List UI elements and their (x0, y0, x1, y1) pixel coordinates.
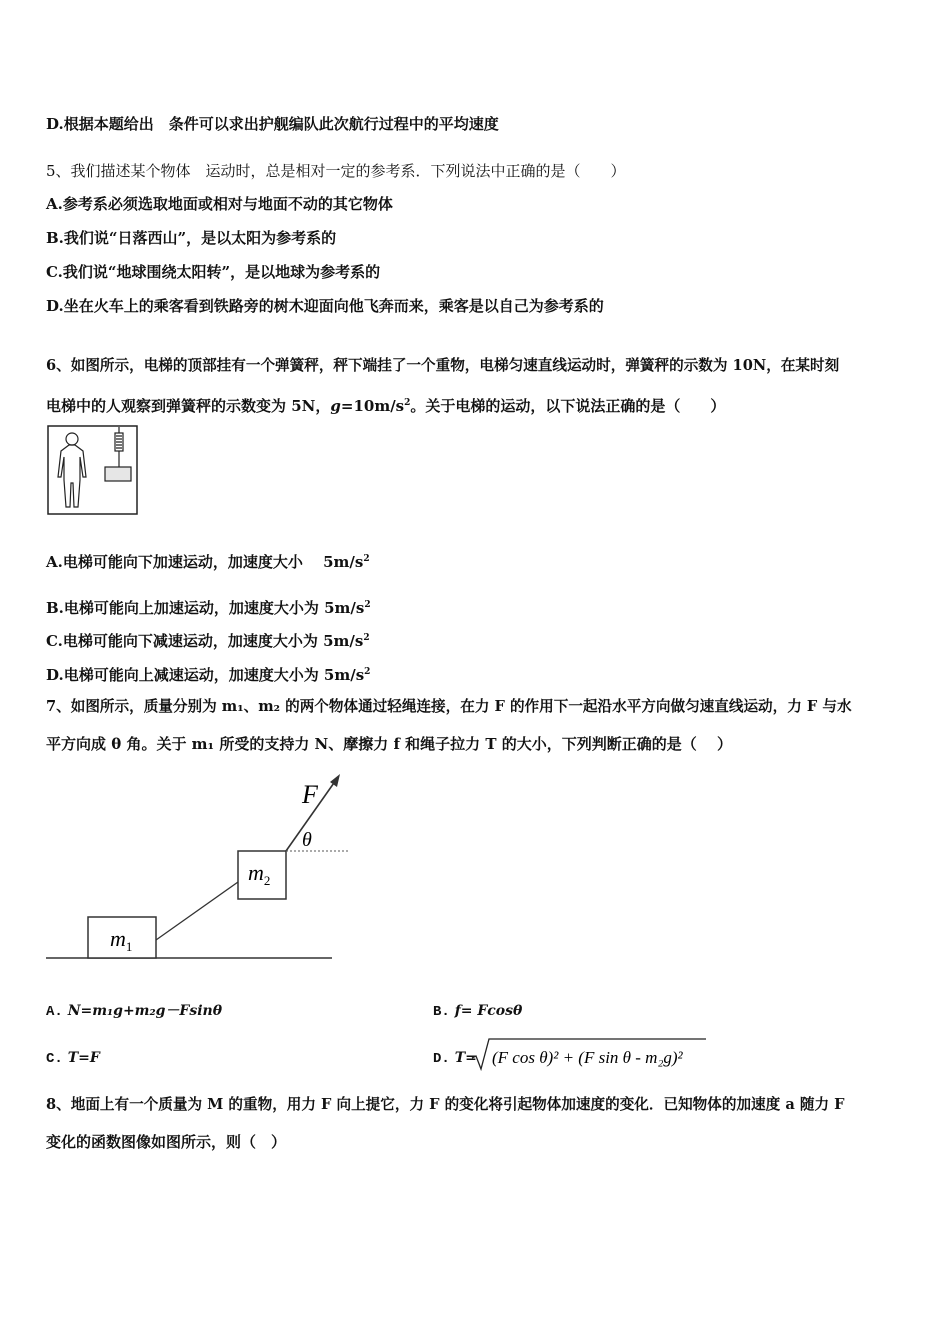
q6-stem-sup: 2 (404, 398, 411, 408)
q7-option-a-label: A. (46, 1004, 63, 1020)
q6-option-d-text: D.电梯可能向上减速运动，加速度大小为 5m/s (46, 666, 365, 684)
q7-option-d-label: D. (433, 1051, 450, 1067)
q7-option-c-label: C. (46, 1051, 63, 1067)
q6-option-c (46, 628, 370, 651)
angle-label: θ (302, 829, 312, 851)
q5-option-a: A.参考系必须选取地面或相对与地面不动的其它物体 (46, 195, 393, 213)
q6-option-a-sup: 2 (363, 554, 370, 564)
block-m2-label: $m_2$ (248, 860, 271, 888)
q6-option-d (46, 662, 370, 685)
q7-stem-line1: 7、如图所示，质量分别为 m₁、m₂ 的两个物体通过轻绳连接，在力 F 的作用下一起沿水平方向做匀速直线运动，力 F 与水 (46, 698, 852, 715)
q6-option-b-text: B.电梯可能向上加速运动，加速度大小为 5m/s (46, 599, 365, 617)
q6-g-symbol: g (330, 397, 341, 415)
q6-stem-line2 (46, 393, 725, 416)
force-label: F (302, 780, 318, 809)
q8-stem-line2: 变化的函数图像如图所示，则（ ） (46, 1133, 287, 1151)
q6-stem-text-a: 电梯中的人观察到弹簧秤的示数变为 5N， (46, 397, 331, 415)
q5-stem: 5、我们描述某个物体 运动时，总是相对一定的参考系．下列说法中正确的是（ ） (46, 162, 626, 180)
q7-option-a (46, 1001, 222, 1022)
q7-option-d-prefix: T= (454, 1050, 477, 1066)
q7-option-b (433, 1001, 522, 1022)
q6-stem-text-b: =10m/s (340, 397, 405, 415)
q6-elevator-figure (47, 425, 139, 516)
q7-stem-line2: 平方向成 θ 角。关于 m₁ 所受的支持力 N、摩擦力 f 和绳子拉力 T 的大小，下列判断正确的是（ ） (46, 735, 732, 753)
q6-option-d-sup: 2 (364, 667, 371, 677)
q7-option-c-expr: T=F (67, 1050, 100, 1066)
q6-option-b (46, 595, 371, 618)
q5-option-b: B.我们说“日落西山”，是以太阳为参考系的 (46, 229, 337, 247)
svg-text:(F cos θ)² + (F sin θ - m₂g)²: (F cos θ)² + (F sin θ - m₂g)² (492, 1048, 683, 1067)
q7-option-c (46, 1048, 100, 1069)
q6-option-b-sup: 2 (364, 600, 371, 610)
rope-line (156, 882, 238, 940)
q6-stem-text-c: 。关于电梯的运动，以下说法正确的是（ ） (410, 397, 726, 415)
q6-option-a (46, 549, 370, 572)
q6-option-c-text: C.电梯可能向下减速运动，加速度大小为 5m/s (46, 632, 364, 650)
q8-stem-line1: 8、地面上有一个质量为 M 的重物，用力 F 向上提它，力 F 的变化将引起物体加速度的变化．已知物体的加速度 a 随力 F (46, 1096, 845, 1113)
q7-blocks-figure (44, 770, 364, 965)
q7-option-b-expr: f= Fcosθ (454, 1003, 523, 1019)
q6-option-c-sup: 2 (363, 633, 370, 643)
q6-option-a-text: A.电梯可能向下加速运动，加速度大小 5m/s (46, 553, 364, 571)
q7-option-a-expr: N=m₁g+m₂g－Fsinθ (67, 1003, 223, 1019)
q7-option-b-label: B. (433, 1004, 450, 1020)
q6-stem-line1: 6、如图所示，电梯的顶部挂有一个弹簧秤，秤下端挂了一个重物，电梯匀速直线运动时，弹簧秤的示数为 10N，在某时刻 (46, 357, 840, 374)
q7-option-d-sqrt (470, 1036, 710, 1072)
block-m1-label: $m_1$ (110, 926, 133, 954)
q5-option-d: D.坐在火车上的乘客看到铁路旁的树木迎面向他飞奔而来，乘客是以自己为参考系的 (46, 297, 604, 315)
q4-option-d: D.根据本题给出 条件可以求出护舰编队此次航行过程中的平均速度 (46, 115, 499, 133)
q5-option-c: C.我们说“地球围绕太阳转”，是以地球为参考系的 (46, 263, 381, 281)
